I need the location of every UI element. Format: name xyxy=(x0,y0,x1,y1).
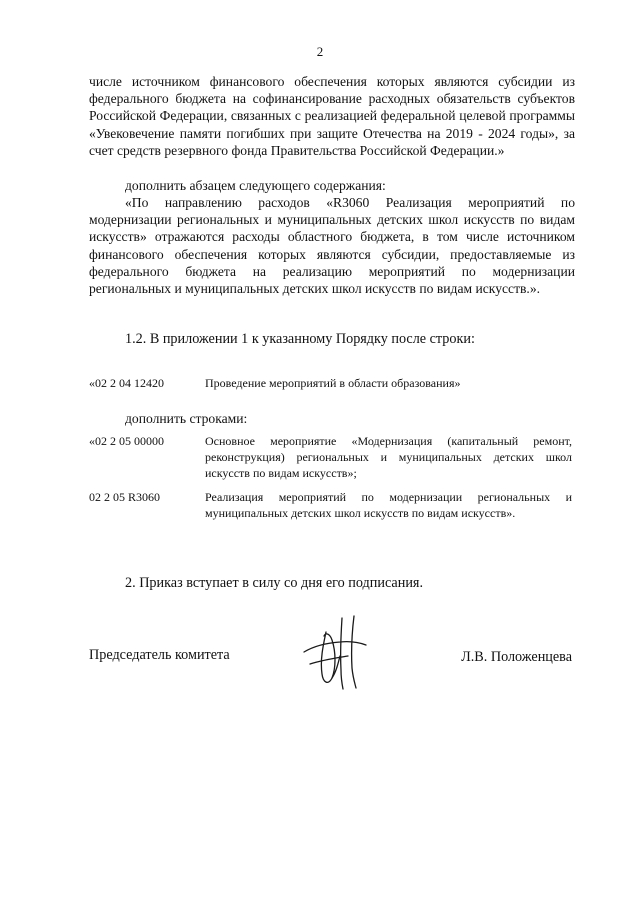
signatory-name: Л.В. Положенцева xyxy=(461,649,572,665)
handwritten-signature xyxy=(296,612,378,692)
item-2: 2. Приказ вступает в силу со дня его подписания. xyxy=(125,575,423,591)
item-1-2: 1.2. В приложении 1 к указанному Порядку после строки: xyxy=(125,331,475,347)
supplement-paragraph: «По направлению расходов «R3060 Реализация мероприятий по модернизации региональных и муниципальных детских школ искусств по видам искусств» отражаются расходы областного бюджета, в том числе источником финансового обеспечения которых являются субсидии, предоставляемые из федерального бюджета на реализацию мероприятий по модернизации региональных и муниципальных детских школ искусств по видам искусств.». xyxy=(89,195,575,297)
row-code: 02 2 05 R3060 xyxy=(89,490,161,504)
signatory-title: Председатель комитета xyxy=(89,647,230,663)
row-text: Основное мероприятие «Модернизация (капитальный ремонт, реконструкция) региональных и муниципальных детских школ искусств по видам искусств»; xyxy=(205,434,572,480)
page-number: 2 xyxy=(316,44,324,59)
row-code: «02 2 04 12420 xyxy=(89,376,164,390)
row-code: «02 2 05 00000 xyxy=(89,434,164,448)
row-text: Проведение мероприятий в области образования» xyxy=(205,376,461,390)
supplement-intro: дополнить абзацем следующего содержания: xyxy=(125,178,386,193)
paragraph-continuation: числе источником финансового обеспечения которых являются субсидии из федерального бюджета на софинансирование расходных обязательств субъектов Российской Федерации, связанных с реализацией федеральной целевой программы «Увековечение памяти погибших при защите Отечества на 2019 - 2024 годы», за счет средств резервного фонда Правительства Российской Федерации.» xyxy=(89,74,575,158)
row-text: Реализация мероприятий по модернизации региональных и муниципальных детских школ искусств по видам искусств». xyxy=(205,490,572,520)
add-rows-intro: дополнить строками: xyxy=(125,411,248,426)
